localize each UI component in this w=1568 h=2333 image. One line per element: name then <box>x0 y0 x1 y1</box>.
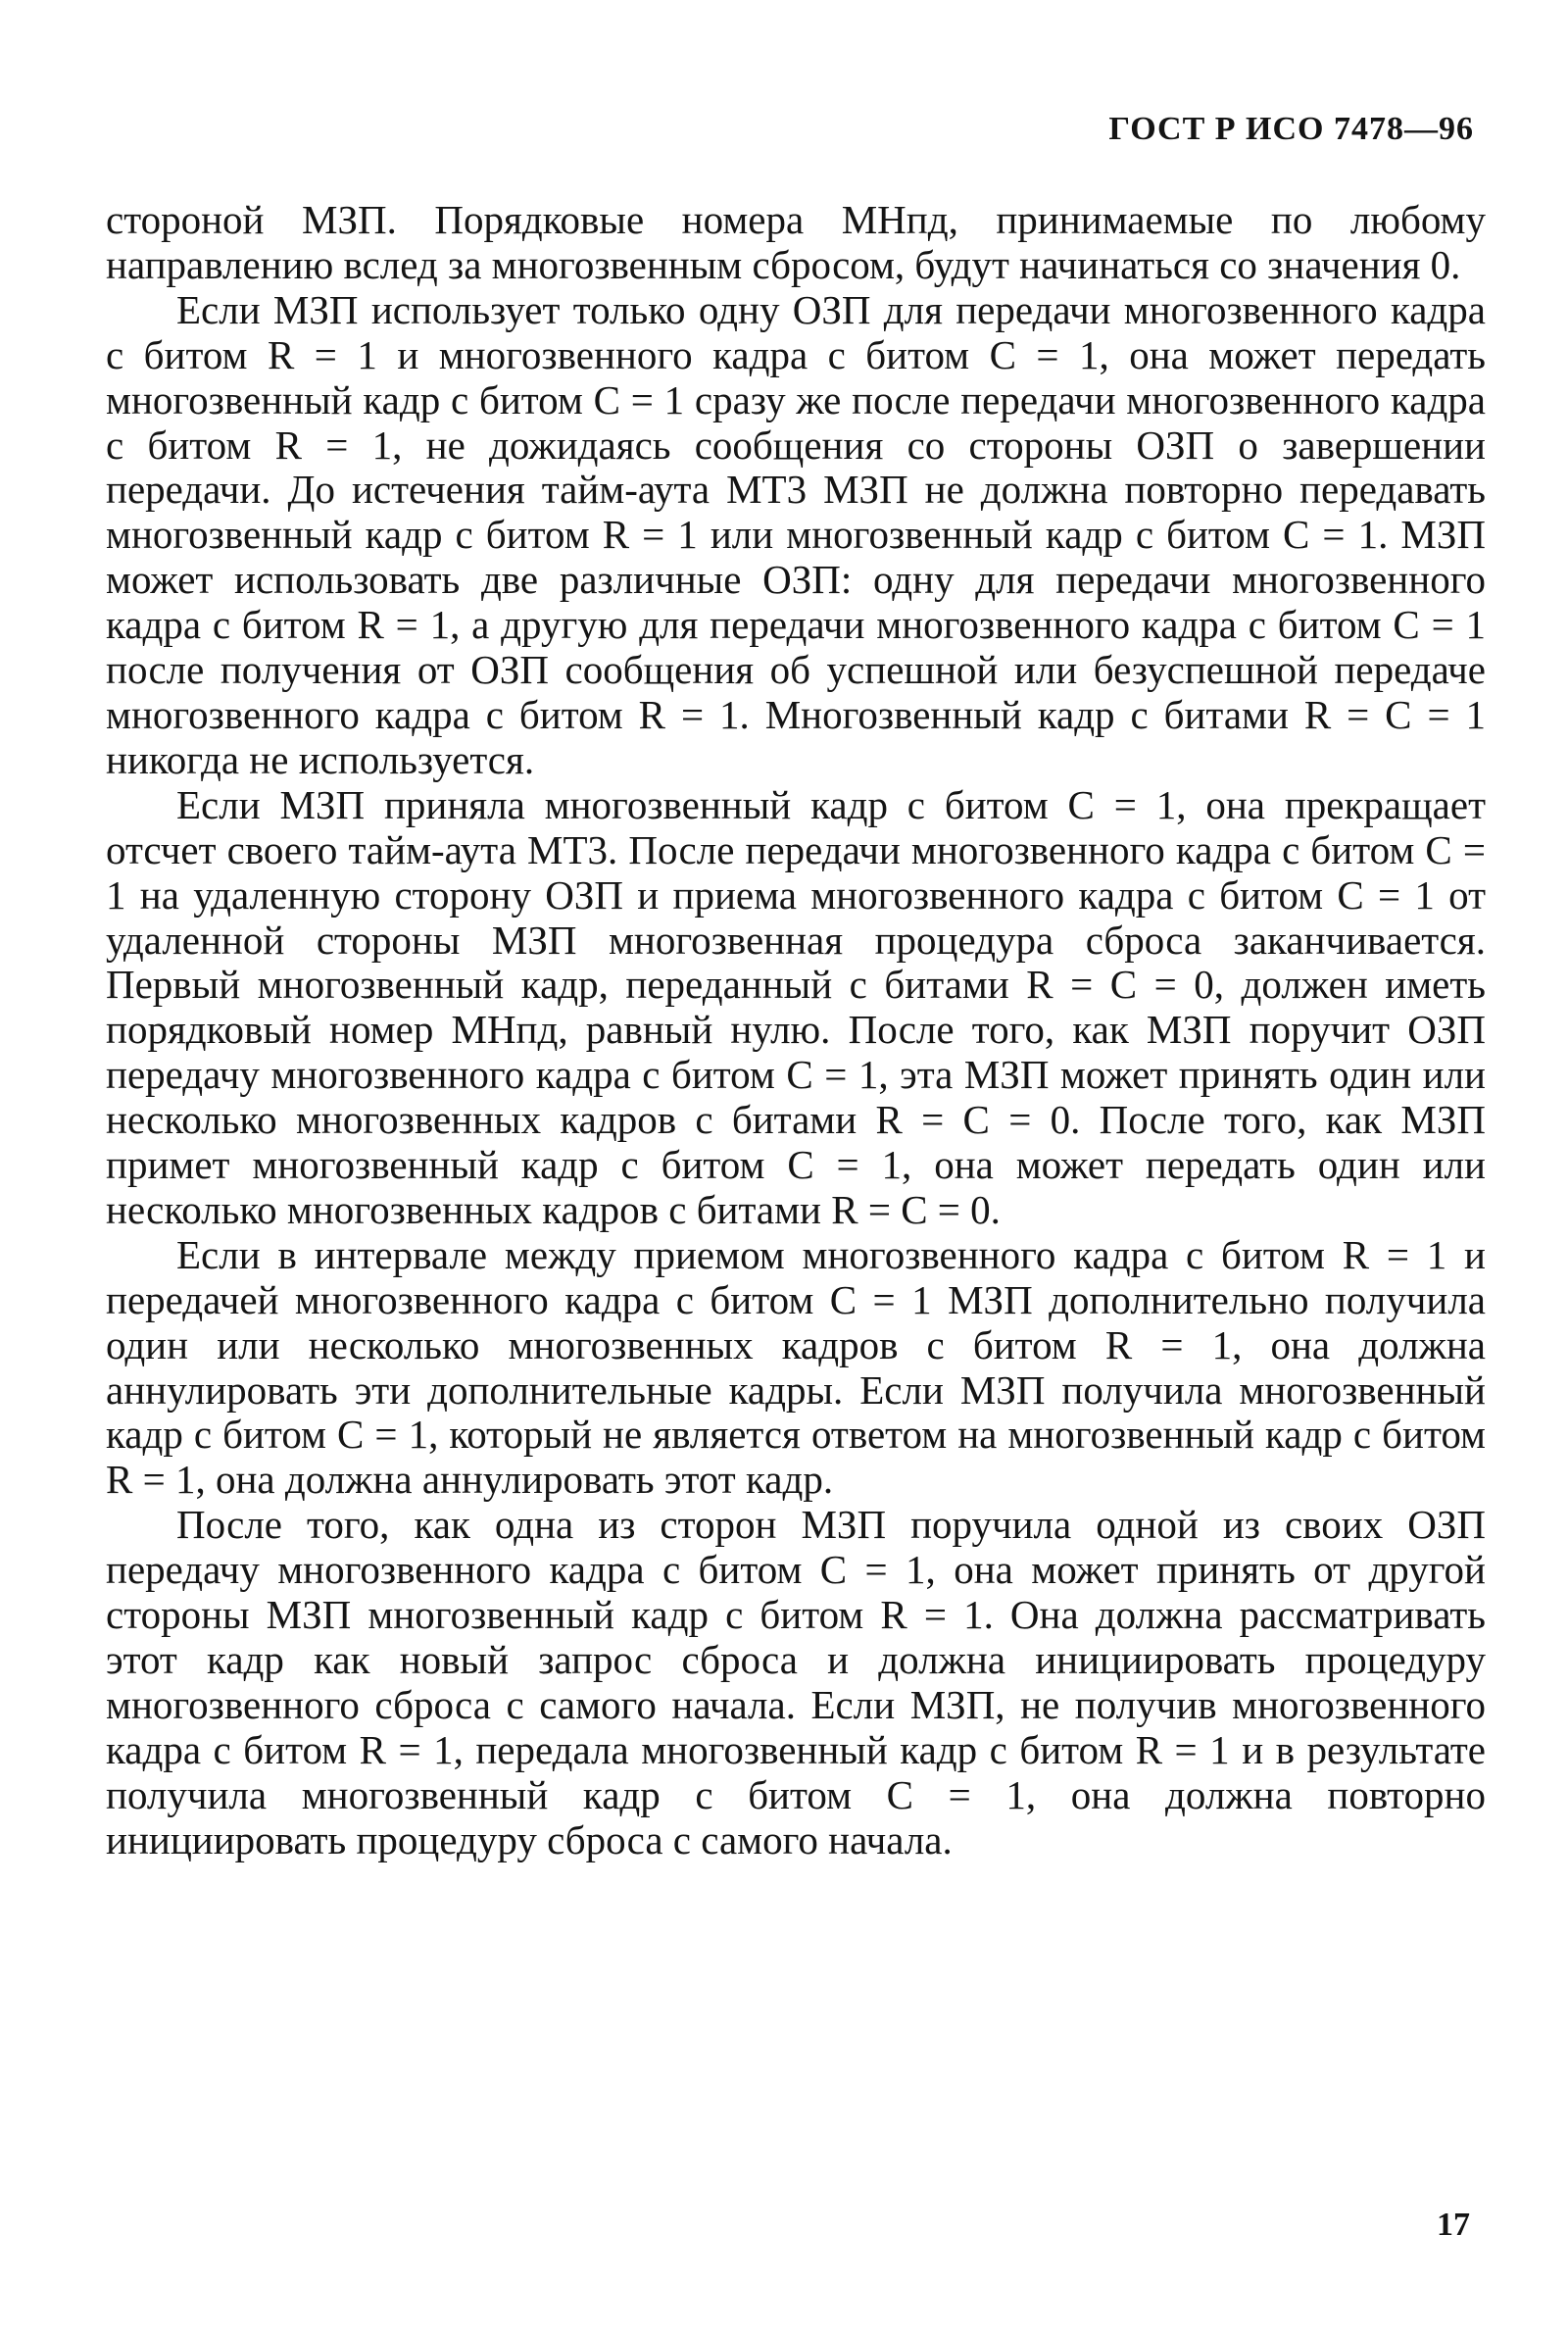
paragraph-1: стороной МЗП. Порядковые номера МНпд, принимаемые по любому направлению вслед за многозвенным сбросом, будут начинаться со значения 0. <box>106 197 1486 287</box>
body-text <box>106 198 1486 1863</box>
paragraph-2: Если МЗП использует только одну ОЗП для передачи многозвенного кадра с битом R = 1 и многозвенного кадра с битом C = 1, она может передать многозвенный кадр с битом C = 1 сразу же после передачи многозвенного кадра с битом R = 1, не дожидаясь сообщения со стороны ОЗП о завершении передачи. До истечения тайм-аута МТ3 МЗП не должна повторно передавать многозвенный кадр с битом R = 1 или многозвенный кадр с битом C = 1. МЗП может использовать две различные ОЗП: одну для передачи многозвенного кадра с битом R = 1, а другую для передачи многозвенного кадра с битом C = 1 после получения от ОЗП сообщения об успешной или безуспешной передаче многозвенного кадра с битом R = 1. Многозвенный кадр с битами R = C = 1 никогда не используется. <box>106 286 1486 782</box>
paragraph-4: Если в интервале между приемом многозвенного кадра с битом R = 1 и передачей многозвенного кадра с битом C = 1 МЗП дополнительно получила один или несколько многозвенных кадров с битом R = 1, она должна аннулировать эти дополнительные кадры. Если МЗП получила многозвенный кадр с битом C = 1, который не является ответом на многозвенный кадр с битом R = 1, она должна аннулировать этот кадр. <box>106 1231 1486 1503</box>
page-number: 17 <box>1437 2207 1470 2243</box>
paragraph-3: Если МЗП приняла многозвенный кадр с битом C = 1, она прекращает отсчет своего тайм-аута МТ3. После передачи многозвенного кадра с битом C = 1 на удаленную сторону ОЗП и приема многозвенного кадра с битом C = 1 от удаленной стороны МЗП многозвенная процедура сброса заканчивается. Первый многозвенный кадр, переданный с битами R = C = 0, должен иметь порядковый номер МНпд, равный нулю. После того, как МЗП поручит ОЗП передачу многозвенного кадра с битом C = 1, эта МЗП может принять один или несколько многозвенных кадров с битами R = C = 0. После того, как МЗП примет многозвенный кадр с битом C = 1, она может передать один или несколько многозвенных кадров с битами R = C = 0. <box>106 781 1486 1232</box>
standard-code-header: ГОСТ Р ИСО 7478—96 <box>1108 111 1474 147</box>
paragraph-5: После того, как одна из сторон МЗП поручила одной из своих ОЗП передачу многозвенного кадра с битом C = 1, она может принять от другой стороны МЗП многозвенный кадр с битом R = 1. Она должна рассматривать этот кадр как новый запрос сброса и должна инициировать процедуру многозвенного сброса с самого начала. Если МЗП, не получив многозвенного кадра с битом R = 1, передала многозвенный кадр с битом R = 1 и в результате получила многозвенный кадр с битом C = 1, она должна повторно инициировать процедуру сброса с самого начала. <box>106 1502 1486 1862</box>
